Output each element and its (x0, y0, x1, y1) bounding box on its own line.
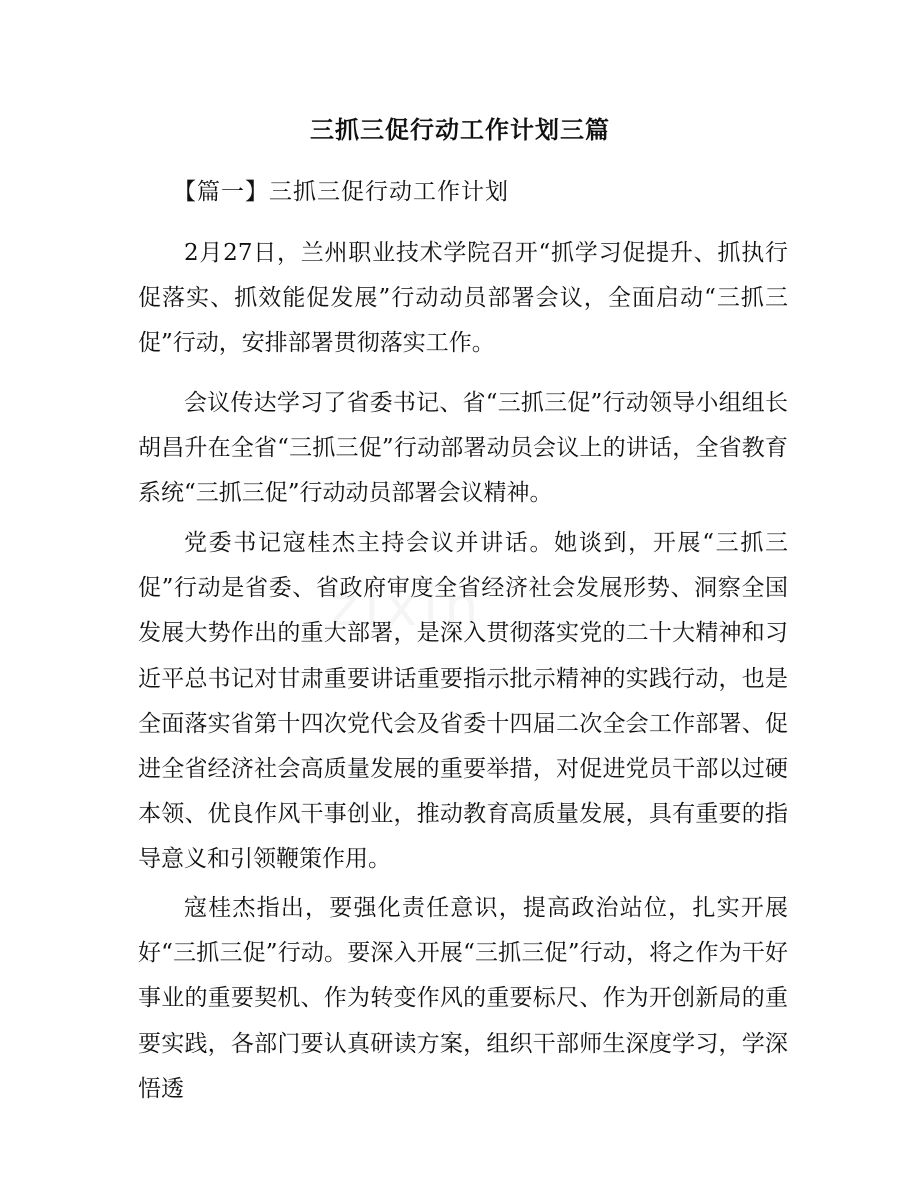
document-title: 三抓三促行动工作计划三篇 (310, 116, 610, 144)
paragraph: 寇桂杰指出，要强化责任意识，提高政治站位，扎实开展好“三抓三促”行动。要深入开展“三抓三促”行动，将之作为干好事业的重要契机、作为转变作风的重要标尺、作为开创新局的重要实践，各部门要认真研读方案，组织干部师生深度学习，学深悟透 (138, 895, 788, 1102)
section-heading: 【篇一】三抓三促行动工作计划 (173, 179, 509, 205)
paragraph: 会议传达学习了省委书记、省“三抓三促”行动领导小组组长胡昌升在全省“三抓三促”行动部署动员会议上的讲话，全省教育系统“三抓三促”行动动员部署会议精神。 (138, 390, 788, 507)
paragraph: 党委书记寇桂杰主持会议并讲话。她谈到，开展“三抓三促”行动是省委、省政府审度全省经济社会发展形势、洞察全国发展大势作出的重大部署，是深入贯彻落实党的二十大精神和习近平总书记对甘肃重要讲话重要指示批示精神的实践行动，也是全面落实省第十四次党代会及省委十四届二次全会工作部署、促进全省经济社会高质量发展的重要举措，对促进党员干部以过硬本领、优良作风干事创业，推动教育高质量发展，具有重要的指导意义和引领鞭策作用。 (138, 530, 788, 873)
paragraph: 2月27日，兰州职业技术学院召开“抓学习促提升、抓执行促落实、抓效能促发展”行动动员部署会议，全面启动“三抓三促”行动，安排部署贯彻落实工作。 (138, 240, 788, 357)
